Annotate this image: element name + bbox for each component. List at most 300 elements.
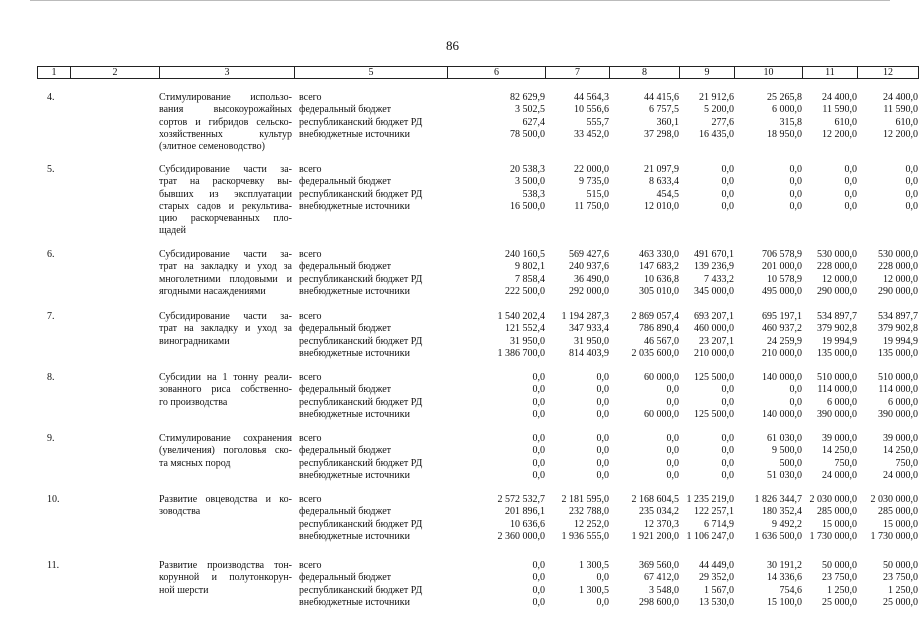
value-cell: 228 000,0 bbox=[878, 261, 918, 273]
value-cell: 222 500,0 bbox=[505, 285, 545, 297]
value-cell: 67 412,0 bbox=[644, 572, 679, 584]
funding-source-label: всего bbox=[299, 433, 322, 444]
value-cell: 1 567,0 bbox=[704, 584, 734, 596]
value-column bbox=[545, 372, 609, 421]
funding-source-label: всего bbox=[299, 249, 322, 260]
page-number: 86 bbox=[446, 38, 459, 53]
value-cell: 2 168 604,5 bbox=[631, 494, 679, 505]
value-column bbox=[447, 494, 545, 543]
value-cell: 569 427,6 bbox=[569, 249, 609, 260]
top-rule bbox=[30, 0, 890, 1]
row-number: 11. bbox=[47, 560, 60, 571]
value-cell: 0,0 bbox=[844, 176, 857, 188]
value-cell: 139 236,9 bbox=[694, 261, 734, 273]
value-cell: 0,0 bbox=[532, 457, 545, 469]
funding-source-label: внебюджетные источники bbox=[299, 128, 410, 140]
value-cell: 78 500,0 bbox=[510, 128, 545, 140]
value-cell: 2 360 000,0 bbox=[497, 530, 545, 542]
value-cell: 460 937,2 bbox=[762, 323, 802, 335]
value-cell: 50 000,0 bbox=[883, 560, 918, 571]
value-cell: 7 858,4 bbox=[515, 273, 545, 285]
measure-name-line: бывших из эксплуатации bbox=[159, 188, 292, 200]
value-column bbox=[447, 164, 545, 213]
measure-name-line: виноградниками bbox=[159, 335, 230, 347]
value-column bbox=[802, 311, 857, 360]
value-cell: 210 000,0 bbox=[762, 347, 802, 359]
funding-source-label: всего bbox=[299, 494, 322, 505]
value-cell: 121 552,4 bbox=[505, 323, 545, 335]
value-cell: 0,0 bbox=[532, 596, 545, 608]
value-cell: 24 000,0 bbox=[883, 469, 918, 481]
value-cell: 11 590,0 bbox=[883, 104, 918, 116]
value-cell: 6 000,0 bbox=[772, 104, 802, 116]
value-cell: 0,0 bbox=[596, 433, 609, 444]
value-cell: 24 000,0 bbox=[822, 469, 857, 481]
value-cell: 290 000,0 bbox=[817, 285, 857, 297]
measure-name-line: зоводства bbox=[159, 506, 201, 518]
header-col-12: 12 bbox=[858, 67, 919, 79]
value-cell: 786 890,4 bbox=[639, 323, 679, 335]
value-cell: 305 010,0 bbox=[639, 285, 679, 297]
value-column bbox=[545, 494, 609, 543]
value-cell: 1 936 555,0 bbox=[561, 530, 609, 542]
value-cell: 0,0 bbox=[596, 408, 609, 420]
value-column bbox=[447, 372, 545, 421]
value-cell: 0,0 bbox=[532, 584, 545, 596]
value-cell: 16 435,0 bbox=[699, 128, 734, 140]
measure-name-line: Субсидии на 1 тонну реали- bbox=[159, 372, 292, 383]
value-cell: 0,0 bbox=[905, 200, 918, 212]
header-col-9: 9 bbox=[680, 67, 735, 79]
value-cell: 555,7 bbox=[586, 116, 609, 128]
value-cell: 0,0 bbox=[789, 164, 802, 175]
value-cell: 0,0 bbox=[596, 457, 609, 469]
value-cell: 9 492,2 bbox=[772, 518, 802, 530]
value-cell: 14 250,0 bbox=[822, 445, 857, 457]
measure-name-line: Развитие овцеводства и ко- bbox=[159, 494, 292, 505]
value-cell: 0,0 bbox=[721, 200, 734, 212]
funding-source-label: федеральный бюджет bbox=[299, 104, 392, 116]
measure-name-line: корунной и полутонкорун- bbox=[159, 572, 292, 584]
value-cell: 0,0 bbox=[844, 188, 857, 200]
funding-sources bbox=[299, 560, 459, 609]
value-cell: 750,0 bbox=[895, 457, 918, 469]
value-cell: 379 902,8 bbox=[817, 323, 857, 335]
value-cell: 15 000,0 bbox=[822, 518, 857, 530]
measure-name-line: Субсидирование части за- bbox=[159, 311, 292, 322]
value-cell: 20 538,3 bbox=[510, 164, 545, 175]
value-cell: 0,0 bbox=[532, 560, 545, 571]
value-cell: 495 000,0 bbox=[762, 285, 802, 297]
value-column bbox=[545, 433, 609, 482]
value-cell: 12 252,0 bbox=[574, 518, 609, 530]
funding-sources bbox=[299, 164, 459, 213]
value-cell: 23 750,0 bbox=[883, 572, 918, 584]
value-cell: 695 197,1 bbox=[762, 311, 802, 322]
value-cell: 2 030 000,0 bbox=[870, 494, 918, 505]
value-cell: 6 757,5 bbox=[649, 104, 679, 116]
funding-source-label: федеральный бюджет bbox=[299, 176, 392, 188]
value-cell: 37 298,0 bbox=[644, 128, 679, 140]
value-cell: 15 100,0 bbox=[767, 596, 802, 608]
value-cell: 3 502,5 bbox=[515, 104, 545, 116]
value-cell: 19 994,9 bbox=[822, 335, 857, 347]
value-cell: 19 994,9 bbox=[883, 335, 918, 347]
value-cell: 114 000,0 bbox=[878, 384, 918, 396]
value-cell: 0,0 bbox=[532, 572, 545, 584]
value-cell: 39 000,0 bbox=[822, 433, 857, 444]
value-cell: 11 590,0 bbox=[822, 104, 857, 116]
value-cell: 0,0 bbox=[666, 433, 679, 444]
value-cell: 2 869 057,4 bbox=[631, 311, 679, 322]
value-column bbox=[609, 164, 679, 213]
value-cell: 0,0 bbox=[666, 384, 679, 396]
value-cell: 610,0 bbox=[895, 116, 918, 128]
value-cell: 0,0 bbox=[532, 433, 545, 444]
value-cell: 10 556,6 bbox=[574, 104, 609, 116]
row-number: 9. bbox=[47, 433, 55, 444]
value-column bbox=[609, 249, 679, 298]
value-cell: 814 403,9 bbox=[569, 347, 609, 359]
value-cell: 25 000,0 bbox=[822, 596, 857, 608]
value-column bbox=[679, 494, 734, 543]
value-cell: 750,0 bbox=[834, 457, 857, 469]
measure-name-line: трат на закладку и уход за bbox=[159, 261, 292, 273]
value-cell: 228 000,0 bbox=[817, 261, 857, 273]
value-cell: 0,0 bbox=[596, 384, 609, 396]
value-column bbox=[609, 433, 679, 482]
value-column bbox=[609, 311, 679, 360]
value-cell: 33 452,0 bbox=[574, 128, 609, 140]
funding-source-label: федеральный бюджет bbox=[299, 506, 392, 518]
value-cell: 16 500,0 bbox=[510, 200, 545, 212]
value-cell: 25 265,8 bbox=[767, 92, 802, 103]
value-cell: 0,0 bbox=[532, 445, 545, 457]
value-cell: 0,0 bbox=[666, 445, 679, 457]
value-cell: 24 259,9 bbox=[767, 335, 802, 347]
value-cell: 210 000,0 bbox=[694, 347, 734, 359]
value-cell: 0,0 bbox=[721, 469, 734, 481]
measure-name-line: Развитие производства тон- bbox=[159, 560, 292, 571]
value-cell: 1 300,5 bbox=[579, 560, 609, 571]
value-column bbox=[545, 249, 609, 298]
value-cell: 1 106 247,0 bbox=[686, 530, 734, 542]
value-cell: 2 035 600,0 bbox=[631, 347, 679, 359]
header-col-5: 5 bbox=[295, 67, 448, 79]
header-col-3: 3 bbox=[160, 67, 295, 79]
value-cell: 201 000,0 bbox=[762, 261, 802, 273]
funding-source-label: внебюджетные источники bbox=[299, 530, 410, 542]
row-number: 10. bbox=[47, 494, 60, 505]
table-body bbox=[37, 92, 918, 632]
value-cell: 0,0 bbox=[596, 469, 609, 481]
value-cell: 39 000,0 bbox=[883, 433, 918, 444]
value-cell: 1 300,5 bbox=[579, 584, 609, 596]
value-cell: 13 530,0 bbox=[699, 596, 734, 608]
measure-name-line: ягодными насаждениями bbox=[159, 285, 266, 297]
header-col-7: 7 bbox=[546, 67, 610, 79]
value-cell: 12 000,0 bbox=[822, 273, 857, 285]
value-cell: 0,0 bbox=[844, 200, 857, 212]
funding-source-label: внебюджетные источники bbox=[299, 596, 410, 608]
row-number: 4. bbox=[47, 92, 55, 103]
value-cell: 114 000,0 bbox=[817, 384, 857, 396]
value-cell: 1 730 000,0 bbox=[870, 530, 918, 542]
value-cell: 0,0 bbox=[532, 384, 545, 396]
value-cell: 12 200,0 bbox=[883, 128, 918, 140]
funding-source-label: внебюджетные источники bbox=[299, 469, 410, 481]
value-cell: 10 636,8 bbox=[644, 273, 679, 285]
funding-source-label: республиканский бюджет РД bbox=[299, 273, 423, 285]
measure-name bbox=[159, 372, 292, 409]
measure-name-line: щадей bbox=[159, 225, 187, 237]
measure-name-line: зованного риса собственно- bbox=[159, 384, 292, 396]
value-column bbox=[679, 249, 734, 298]
value-cell: 610,0 bbox=[834, 116, 857, 128]
value-cell: 25 000,0 bbox=[883, 596, 918, 608]
value-cell: 9 802,1 bbox=[515, 261, 545, 273]
value-column bbox=[734, 372, 802, 421]
value-column bbox=[545, 164, 609, 213]
value-column bbox=[545, 560, 609, 609]
header-col-11: 11 bbox=[803, 67, 858, 79]
value-cell: 534 897,7 bbox=[878, 311, 918, 322]
value-cell: 515,0 bbox=[586, 188, 609, 200]
value-cell: 180 352,4 bbox=[762, 506, 802, 518]
value-cell: 3 548,0 bbox=[649, 584, 679, 596]
value-cell: 22 000,0 bbox=[574, 164, 609, 175]
funding-source-label: республиканский бюджет РД bbox=[299, 335, 423, 347]
funding-source-label: республиканский бюджет РД bbox=[299, 188, 423, 200]
value-cell: 10 636,6 bbox=[510, 518, 545, 530]
value-cell: 754,6 bbox=[779, 584, 802, 596]
value-cell: 627,4 bbox=[522, 116, 545, 128]
value-cell: 0,0 bbox=[905, 188, 918, 200]
value-cell: 0,0 bbox=[721, 188, 734, 200]
value-cell: 0,0 bbox=[721, 396, 734, 408]
funding-source-label: внебюджетные источники bbox=[299, 347, 410, 359]
value-cell: 24 400,0 bbox=[822, 92, 857, 103]
value-cell: 0,0 bbox=[789, 200, 802, 212]
measure-name bbox=[159, 433, 292, 470]
value-cell: 1 235 219,0 bbox=[686, 494, 734, 505]
value-cell: 51 030,0 bbox=[767, 469, 802, 481]
row-number: 6. bbox=[47, 249, 55, 260]
funding-source-label: республиканский бюджет РД bbox=[299, 457, 423, 469]
measure-name-line: Субсидирование части за- bbox=[159, 249, 292, 260]
value-cell: 0,0 bbox=[844, 164, 857, 175]
value-cell: 460 000,0 bbox=[694, 323, 734, 335]
value-cell: 0,0 bbox=[789, 188, 802, 200]
value-column bbox=[857, 164, 918, 213]
value-column bbox=[857, 560, 918, 609]
funding-source-label: внебюджетные источники bbox=[299, 285, 410, 297]
value-cell: 240 937,6 bbox=[569, 261, 609, 273]
value-cell: 1 826 344,7 bbox=[754, 494, 802, 505]
value-column bbox=[679, 92, 734, 141]
value-cell: 1 730 000,0 bbox=[809, 530, 857, 542]
funding-source-label: республиканский бюджет РД bbox=[299, 116, 423, 128]
value-cell: 0,0 bbox=[596, 596, 609, 608]
measure-name bbox=[159, 249, 292, 298]
measure-name-line: старых садов и рекультива- bbox=[159, 200, 292, 212]
value-cell: 315,8 bbox=[779, 116, 802, 128]
measure-name-line: цию раскорчеванных пло- bbox=[159, 213, 292, 225]
value-cell: 510 000,0 bbox=[817, 372, 857, 383]
funding-source-label: федеральный бюджет bbox=[299, 445, 392, 457]
value-cell: 2 572 532,7 bbox=[497, 494, 545, 505]
value-cell: 285 000,0 bbox=[817, 506, 857, 518]
value-column bbox=[857, 372, 918, 421]
value-column bbox=[734, 494, 802, 543]
funding-source-label: республиканский бюджет РД bbox=[299, 396, 423, 408]
value-cell: 23 750,0 bbox=[822, 572, 857, 584]
value-cell: 463 330,0 bbox=[639, 249, 679, 260]
value-column bbox=[447, 311, 545, 360]
value-cell: 0,0 bbox=[532, 372, 545, 383]
value-cell: 0,0 bbox=[596, 396, 609, 408]
value-cell: 135 000,0 bbox=[817, 347, 857, 359]
value-cell: 201 896,1 bbox=[505, 506, 545, 518]
value-cell: 298 600,0 bbox=[639, 596, 679, 608]
value-cell: 3 500,0 bbox=[515, 176, 545, 188]
value-cell: 8 633,4 bbox=[649, 176, 679, 188]
funding-source-label: республиканский бюджет РД bbox=[299, 584, 423, 596]
value-cell: 0,0 bbox=[596, 372, 609, 383]
value-column bbox=[679, 560, 734, 609]
value-cell: 6 000,0 bbox=[827, 396, 857, 408]
measure-name bbox=[159, 560, 292, 597]
funding-sources bbox=[299, 372, 459, 421]
value-column bbox=[734, 311, 802, 360]
measure-name-line: трат на раскорчевку вы- bbox=[159, 176, 292, 188]
funding-source-label: внебюджетные источники bbox=[299, 408, 410, 420]
funding-source-label: всего bbox=[299, 372, 322, 383]
value-cell: 510 000,0 bbox=[878, 372, 918, 383]
value-cell: 135 000,0 bbox=[878, 347, 918, 359]
value-cell: 23 207,1 bbox=[699, 335, 734, 347]
value-column bbox=[802, 249, 857, 298]
value-cell: 12 010,0 bbox=[644, 200, 679, 212]
value-cell: 140 000,0 bbox=[762, 372, 802, 383]
value-cell: 10 578,9 bbox=[767, 273, 802, 285]
value-cell: 0,0 bbox=[596, 445, 609, 457]
funding-sources bbox=[299, 92, 459, 141]
value-cell: 0,0 bbox=[721, 433, 734, 444]
value-cell: 50 000,0 bbox=[822, 560, 857, 571]
funding-sources bbox=[299, 433, 459, 482]
funding-source-label: федеральный бюджет bbox=[299, 384, 392, 396]
funding-source-label: республиканский бюджет РД bbox=[299, 518, 423, 530]
header-col-10: 10 bbox=[735, 67, 803, 79]
header-col-8: 8 bbox=[610, 67, 680, 79]
value-cell: 9 735,0 bbox=[579, 176, 609, 188]
value-cell: 1 540 202,4 bbox=[497, 311, 545, 322]
value-cell: 1 921 200,0 bbox=[631, 530, 679, 542]
value-column bbox=[609, 494, 679, 543]
measure-name-line: ной шерсти bbox=[159, 584, 209, 596]
value-cell: 0,0 bbox=[532, 469, 545, 481]
value-cell: 1 386 700,0 bbox=[497, 347, 545, 359]
funding-source-label: всего bbox=[299, 92, 322, 103]
value-cell: 21 097,9 bbox=[644, 164, 679, 175]
value-column bbox=[609, 92, 679, 141]
value-cell: 36 490,0 bbox=[574, 273, 609, 285]
value-cell: 369 560,0 bbox=[639, 560, 679, 571]
value-column bbox=[609, 372, 679, 421]
funding-source-label: федеральный бюджет bbox=[299, 572, 392, 584]
value-cell: 0,0 bbox=[789, 396, 802, 408]
value-cell: 44 449,0 bbox=[699, 560, 734, 571]
measure-name-line: вания высокоурожайных bbox=[159, 104, 292, 116]
value-cell: 0,0 bbox=[721, 164, 734, 175]
header-col-2: 2 bbox=[71, 67, 160, 79]
value-cell: 0,0 bbox=[532, 396, 545, 408]
value-cell: 60 000,0 bbox=[644, 372, 679, 383]
value-cell: 5 200,0 bbox=[704, 104, 734, 116]
value-cell: 277,6 bbox=[711, 116, 734, 128]
value-cell: 15 000,0 bbox=[883, 518, 918, 530]
measure-name-line: (элитное семеноводство) bbox=[159, 141, 265, 153]
funding-source-label: федеральный бюджет bbox=[299, 323, 392, 335]
value-cell: 693 207,1 bbox=[694, 311, 734, 322]
value-column bbox=[679, 372, 734, 421]
funding-sources bbox=[299, 249, 459, 298]
value-cell: 292 000,0 bbox=[569, 285, 609, 297]
value-column bbox=[802, 433, 857, 482]
value-cell: 12 200,0 bbox=[822, 128, 857, 140]
measure-name-line: го производства bbox=[159, 396, 228, 408]
value-cell: 18 950,0 bbox=[767, 128, 802, 140]
value-cell: 0,0 bbox=[666, 457, 679, 469]
measure-name bbox=[159, 494, 292, 519]
value-column bbox=[447, 249, 545, 298]
value-column bbox=[802, 164, 857, 213]
value-cell: 232 788,0 bbox=[569, 506, 609, 518]
value-cell: 29 352,0 bbox=[699, 572, 734, 584]
measure-name-line: хозяйственных культур bbox=[159, 128, 292, 140]
value-column bbox=[545, 311, 609, 360]
value-cell: 379 902,8 bbox=[878, 323, 918, 335]
measure-name bbox=[159, 311, 292, 348]
value-cell: 125 500,0 bbox=[694, 372, 734, 383]
value-cell: 122 257,1 bbox=[694, 506, 734, 518]
value-cell: 0,0 bbox=[721, 176, 734, 188]
value-column bbox=[857, 433, 918, 482]
funding-source-label: всего bbox=[299, 311, 322, 322]
measure-name-line: сортов и гибридов сельско- bbox=[159, 116, 292, 128]
value-column bbox=[857, 249, 918, 298]
value-cell: 30 191,2 bbox=[767, 560, 802, 571]
value-column bbox=[857, 494, 918, 543]
measure-name-line: трат на закладку и уход за bbox=[159, 323, 292, 335]
measure-name-line: та мясных пород bbox=[159, 457, 231, 469]
value-cell: 44 564,3 bbox=[574, 92, 609, 103]
value-cell: 0,0 bbox=[721, 384, 734, 396]
value-column bbox=[734, 249, 802, 298]
value-column bbox=[609, 560, 679, 609]
value-cell: 6 000,0 bbox=[888, 396, 918, 408]
row-number: 5. bbox=[47, 164, 55, 175]
value-column bbox=[802, 560, 857, 609]
value-cell: 7 433,2 bbox=[704, 273, 734, 285]
value-cell: 0,0 bbox=[596, 572, 609, 584]
value-cell: 0,0 bbox=[666, 396, 679, 408]
funding-sources bbox=[299, 494, 459, 543]
value-cell: 1 250,0 bbox=[827, 584, 857, 596]
funding-source-label: федеральный бюджет bbox=[299, 261, 392, 273]
measure-name bbox=[159, 164, 292, 238]
